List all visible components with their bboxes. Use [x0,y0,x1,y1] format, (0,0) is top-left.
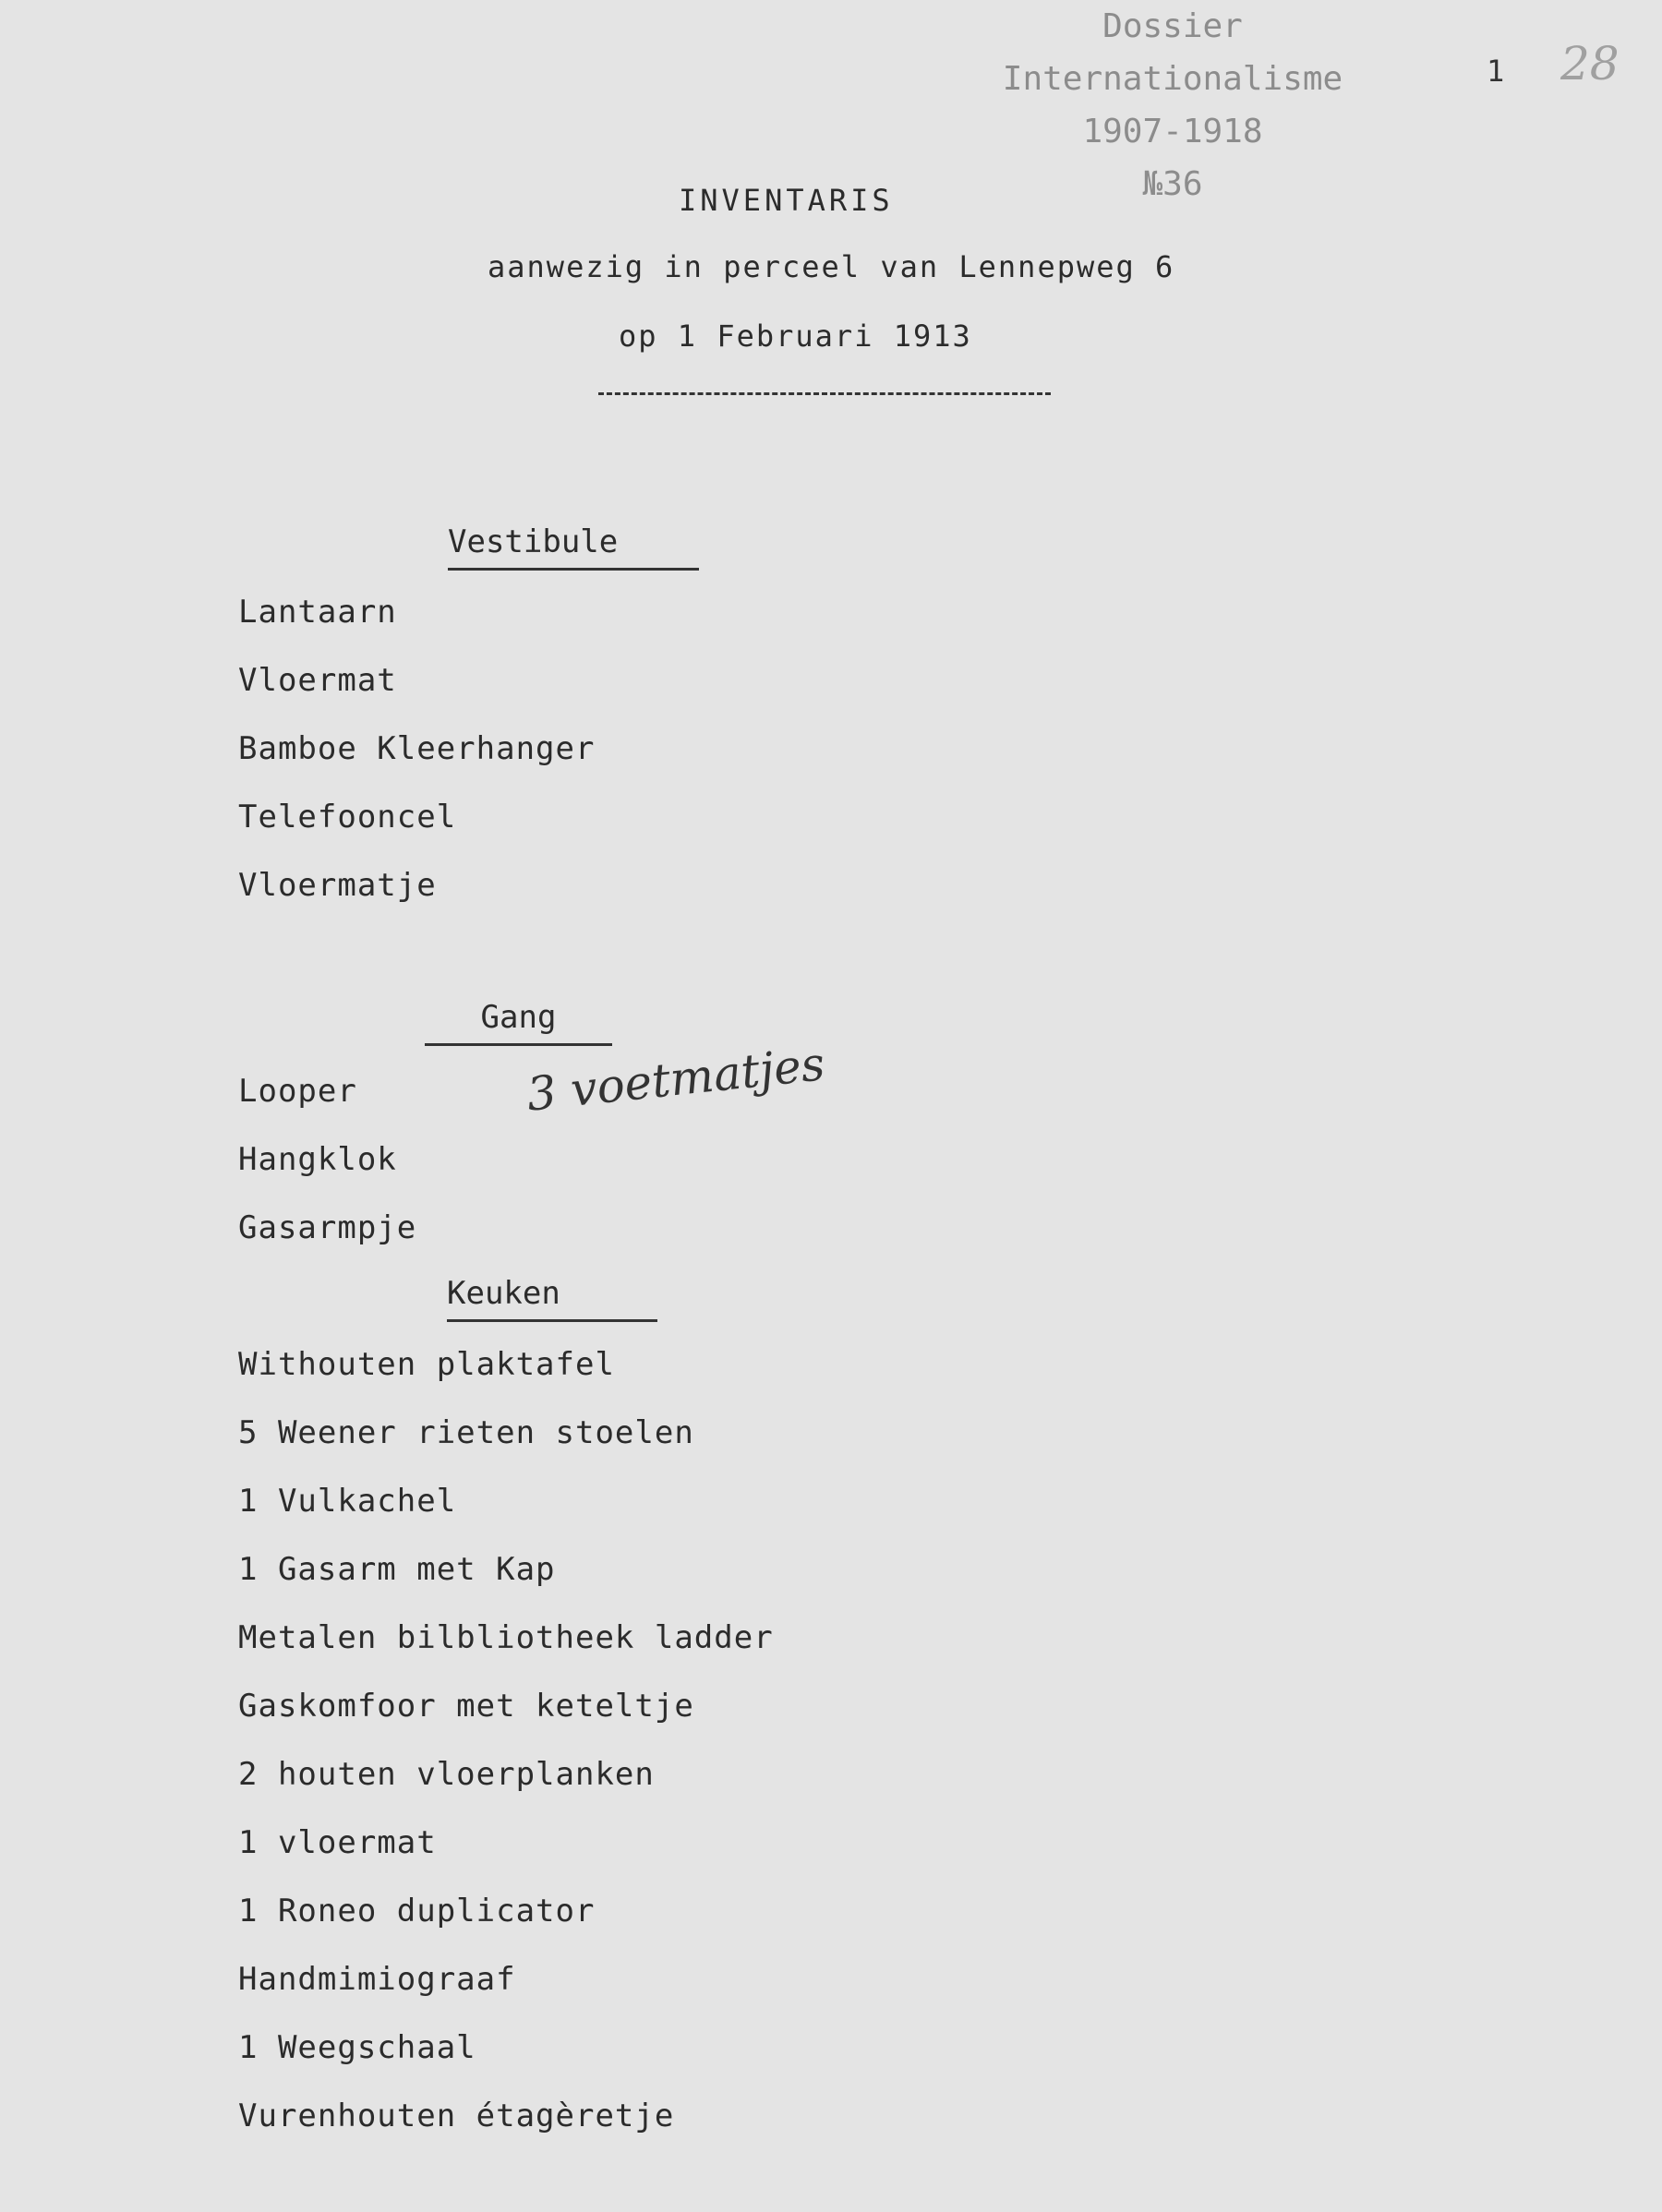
list-item: Lantaarn [238,594,397,631]
document-date: op 1 Februari 1913 [619,319,972,354]
list-item: Vloermatje [238,867,437,904]
stamp-line-1: Dossier [1102,7,1243,45]
list-item: Vurenhouten étagèretje [238,2098,675,2134]
list-item: Vloermat [238,662,397,699]
list-item: 1 Gasarm met Kap [238,1551,556,1588]
list-item: Handmimiograaf [238,1961,516,1998]
document-title: INVENTARIS [679,183,894,218]
document-subtitle: aanwezig in perceel van Lennepweg 6 [488,249,1175,284]
list-item: Metalen bilbliotheek ladder [238,1619,774,1656]
list-item: 1 vloermat [238,1824,437,1861]
list-item: Hangklok [238,1141,397,1178]
list-item: 5 Weener rieten stoelen [238,1414,694,1451]
list-item: Gaskomfoor met keteltje [238,1688,694,1725]
list-item: Telefooncel [238,799,457,836]
list-item: 1 Roneo duplicator [238,1893,596,1929]
page-number: 1 [1487,54,1505,89]
list-item: Bamboe Kleerhanger [238,730,596,767]
list-item: Looper [238,1073,357,1110]
stamp-line-3: 1907-1918 [1082,113,1263,150]
archive-stamp [960,0,1385,210]
stamp-line-2: Internationalisme [1002,60,1343,98]
handwritten-page-number: 28 [1560,37,1620,90]
section-heading-keuken: Keuken [447,1275,657,1322]
dashed-divider [598,392,1051,395]
list-item: Gasarmpje [238,1209,417,1246]
section-heading-vestibule: Vestibule [448,523,699,571]
stamp-line-4: №36 [1142,165,1203,203]
list-item: 1 Weegschaal [238,2029,476,2066]
list-item: Withouten plaktafel [238,1346,615,1383]
handwritten-annotation: 3 voetmatjes [524,1037,827,1122]
list-item: 1 Vulkachel [238,1483,457,1520]
section-heading-gang: Gang [425,999,612,1046]
list-item: 2 houten vloerplanken [238,1756,655,1793]
